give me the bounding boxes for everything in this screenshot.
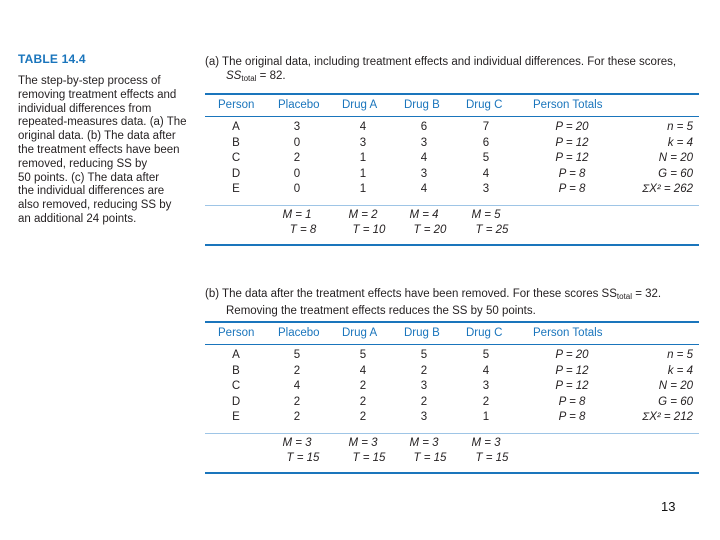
column-header: Person Totals	[533, 99, 603, 111]
table-bottom-rule	[205, 244, 699, 246]
score-cell: 1	[482, 411, 490, 423]
person-label: C	[231, 380, 241, 392]
panel-a-heading-line1: (a) The original data, including treatment effects and individual differences. For these scores,	[205, 56, 677, 68]
caption-line: an additional 24 points.	[18, 212, 137, 225]
score-cell: 4	[359, 364, 367, 377]
score-cell: 0	[293, 183, 301, 195]
treatment-total: T = 15	[413, 451, 447, 464]
person-label: D	[231, 395, 241, 408]
caption-line: removing treatment effects and	[18, 88, 177, 101]
caption-line: individual differences from	[18, 102, 152, 115]
treatment-mean: M = 4	[409, 208, 439, 221]
ss-value: = 82.	[256, 70, 286, 82]
column-header: Drug B	[404, 99, 440, 111]
table-caption	[18, 75, 190, 227]
score-cell: 1	[359, 152, 367, 164]
ss-value: = 32.	[632, 288, 662, 300]
column-header: Person Totals	[533, 327, 603, 339]
summary-stat: ΣX² = 212	[642, 411, 693, 423]
score-cell: 6	[482, 136, 490, 149]
score-cell: 3	[420, 411, 428, 423]
person-total: P = 12	[555, 152, 589, 164]
column-header: Drug C	[466, 327, 503, 339]
summary-stat: n = 5	[667, 121, 693, 133]
person-total: P = 8	[558, 167, 586, 180]
caption-line: also removed, reducing SS by	[18, 199, 172, 212]
person-label: A	[232, 121, 240, 133]
score-cell: 0	[293, 136, 301, 149]
caption-line: original data. (b) The data after	[18, 130, 176, 143]
column-header: Placebo	[278, 327, 320, 339]
column-header: Person	[218, 99, 255, 111]
treatment-mean: M = 3	[348, 436, 378, 449]
table-title: TABLE 14.4	[18, 52, 86, 66]
caption-line: the treatment effects have been	[18, 143, 180, 156]
score-cell: 1	[359, 167, 367, 180]
treatment-mean: M = 3	[282, 436, 312, 449]
treatment-total: T = 15	[352, 451, 386, 464]
treatment-total: T = 15	[475, 451, 509, 464]
score-cell: 3	[482, 183, 490, 195]
column-header: Person	[218, 327, 255, 339]
score-cell: 4	[482, 167, 490, 180]
score-cell: 5	[359, 349, 367, 361]
score-cell: 3	[420, 380, 428, 392]
ss-symbol: SS	[226, 70, 242, 82]
person-total: P = 8	[558, 411, 586, 423]
score-cell: 2	[420, 395, 428, 408]
score-cell: 2	[293, 364, 301, 377]
score-cell: 3	[420, 167, 428, 180]
score-cell: 2	[420, 364, 428, 377]
score-cell: 4	[359, 121, 367, 133]
panel-b-heading-line2: Removing the treatment effects reduces the SS by 50 points.	[226, 305, 536, 317]
page-number: 13	[661, 499, 676, 514]
summary-stat: k = 4	[667, 136, 693, 149]
score-cell: 2	[293, 152, 301, 164]
score-cell: 2	[293, 411, 301, 423]
treatment-mean: M = 1	[282, 208, 312, 221]
header-rule	[205, 344, 699, 345]
ss-subscript: total	[616, 292, 633, 301]
caption-line: removed, reducing SS by	[18, 157, 148, 170]
column-header: Drug A	[342, 327, 378, 339]
score-cell: 4	[293, 380, 301, 392]
ss-subscript: total	[241, 74, 257, 83]
score-cell: 5	[482, 152, 490, 164]
person-label: D	[231, 167, 241, 180]
summary-stat: G = 60	[658, 395, 693, 408]
treatment-mean: M = 2	[348, 208, 378, 221]
means-rule	[205, 433, 699, 434]
score-cell: 3	[482, 380, 490, 392]
score-cell: 4	[420, 152, 428, 164]
panel-a-heading	[205, 55, 695, 86]
treatment-total: T = 25	[475, 223, 509, 236]
panel-b-heading-text: (b) The data after the treatment effects have been removed. For these scores SS	[205, 288, 617, 300]
score-cell: 4	[482, 364, 490, 377]
score-cell: 1	[359, 183, 367, 195]
treatment-total: T = 20	[413, 223, 447, 236]
person-label: B	[232, 364, 240, 377]
person-label: C	[231, 152, 241, 164]
treatment-total: T = 10	[352, 223, 386, 236]
person-label: E	[232, 183, 240, 195]
score-cell: 3	[359, 136, 367, 149]
score-cell: 4	[420, 183, 428, 195]
score-cell: 2	[359, 380, 367, 392]
person-label: E	[232, 411, 240, 423]
panel-a-heading-line2	[205, 69, 695, 86]
person-total: P = 12	[555, 136, 589, 149]
score-cell: 3	[420, 136, 428, 149]
table-top-rule	[205, 93, 699, 95]
caption-line: 50 points. (c) The data after	[18, 171, 160, 184]
treatment-total: T = 15	[286, 451, 320, 464]
header-rule	[205, 116, 699, 117]
score-cell: 5	[420, 349, 428, 361]
summary-stat: N = 20	[658, 152, 693, 164]
score-cell: 3	[293, 121, 301, 133]
summary-stat: ΣX² = 262	[642, 183, 693, 195]
treatment-total: T = 8	[289, 223, 317, 236]
caption-line: repeated-measures data. (a) The	[18, 116, 187, 129]
score-cell: 5	[482, 349, 490, 361]
person-total: P = 20	[555, 121, 589, 133]
person-total: P = 12	[555, 380, 589, 392]
score-cell: 2	[482, 395, 490, 408]
summary-stat: N = 20	[658, 380, 693, 392]
table-bottom-rule	[205, 472, 699, 474]
caption-line: The step-by-step process of	[18, 75, 161, 87]
panel-b-heading	[205, 287, 695, 318]
summary-stat: n = 5	[667, 349, 693, 361]
means-rule	[205, 205, 699, 206]
treatment-mean: M = 5	[471, 208, 501, 221]
person-total: P = 20	[555, 349, 589, 361]
column-header: Drug B	[404, 327, 440, 339]
treatment-mean: M = 3	[471, 436, 501, 449]
person-total: P = 12	[555, 364, 589, 377]
score-cell: 6	[420, 121, 428, 133]
person-label: A	[232, 349, 240, 361]
person-label: B	[232, 136, 240, 149]
score-cell: 2	[293, 395, 301, 408]
caption-line: the individual differences are	[18, 185, 165, 198]
score-cell: 2	[359, 411, 367, 423]
treatment-mean: M = 3	[409, 436, 439, 449]
person-total: P = 8	[558, 183, 586, 195]
person-total: P = 8	[558, 395, 586, 408]
column-header: Placebo	[278, 99, 320, 111]
column-header: Drug A	[342, 99, 378, 111]
column-header: Drug C	[466, 99, 503, 111]
score-cell: 7	[482, 121, 490, 133]
summary-stat: k = 4	[667, 364, 693, 377]
score-cell: 0	[293, 167, 301, 180]
summary-stat: G = 60	[658, 167, 693, 180]
score-cell: 5	[293, 349, 301, 361]
table-top-rule	[205, 321, 699, 323]
panel-b-heading-line1	[205, 287, 695, 304]
score-cell: 2	[359, 395, 367, 408]
